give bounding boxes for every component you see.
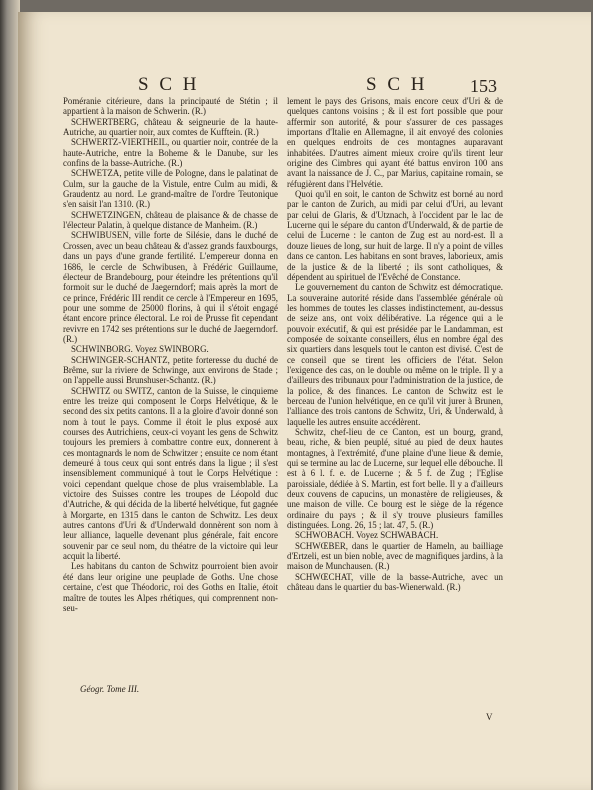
entry-paragraph: SCHWITZ ou SWITZ, canton de la Suisse, le cinquieme entre les treize qui composent le Corps Helvétique, & le second des six petits cantons. Il a la gloire d'avoir donné son nom à tout le pays. Comme il étoit le plus exposé aux courses des Autrichiens, ceux-ci voyant les gens de Schwitz toujours les premiers à combattre contre eux, donnerent à ces montagnards le nom de Schwitzer ; ensuite ce nom étant demeuré à tous ceux qui sont entrés dans la ligue ; il s'est insensiblement communiqué à tout le Corps Helvétique : voici cependant quelque chose de plus vraisemblable. La victoire des Suisses contre les troupes de Léopold duc d'Autriche, & qui décida de la liberté helvétique, fut gagnée à Morgarte, en 1315 dans le canton de Schwitz. Les deux autres cantons d'Uri & d'Underwald donnèrent son nom à leur alliance, laquelle devenant plus générale, fait encore souvenir par ce seul nom, du théatre de la victoire qui leur acquit la liberté. — [63, 385, 278, 562]
header-right: S C H — [366, 74, 428, 95]
page-number: 153 — [470, 76, 497, 96]
header-left: S C H — [138, 74, 200, 95]
entry-paragraph: SCHWERTBERG, château & seigneurie de la haute-Autriche, au quartier noir, aux comtes de Kufftein. (R.) — [63, 116, 278, 138]
right-column — [287, 96, 503, 593]
book-spine-shadow — [0, 0, 20, 790]
entry-paragraph: SCHWERTZ-VIERTHEIL, ou quartier noir, contrée de la haute-Autriche, entre la Boheme & le Danube, sur les confins de la basse-Autriche. (R.) — [63, 137, 278, 169]
entry-paragraph: SCHWINGER-SCHANTZ, petite forteresse du duché de Brême, sur la riviere de Schwinge, aux environs de Stade ; on l'appelle aussi Brunshuser-Schantz. (R.) — [63, 354, 278, 386]
entry-paragraph: SCHWŒBER, dans le quartier de Hameln, au bailliage d'Ertzeli, est un bien noble, avec de magnifiques jardins, à la maison de Munchausen. (R.) — [287, 540, 503, 572]
entry-paragraph: SCHWINBORG. Voyez SWINBORG. — [71, 344, 209, 355]
catchword: V — [486, 712, 493, 722]
entry-paragraph: Quoi qu'il en soit, le canton de Schwitz est borné au nord par le canton de Zurich, au midi par celui d'Uri, au levant par celui de Glaris, & d'Utznach, à l'occident par le lac de Lucerne qui le sépare du canton d'Underwald, & de partie de celui de Lucerne : le canton de Zug est au nord-est. Il a douze lieues de long, sur huit de large. Il n'y a point de villes dans ce canton. Les habitans en sont braves, laborieux, amis de la justice & de la liberté ; ils sont catholiques, & dépendent au spirituel de l'Evêché de Constance. — [287, 189, 503, 282]
entry-paragraph: SCHWŒCHAT, ville de la basse-Autriche, avec un château dans le quartier du bas-Wienerwald. (R.) — [287, 571, 503, 593]
entry-paragraph: lement le pays des Grisons, mais encore ceux d'Uri & de quelques cantons voisins ; & il est fort possible que pour affermir son autorité, & pour s'assurer de ces passages importans d'Italie en Allemagne, il ait envoyé des colonies en quelques endroits de ces montagnes auparavant inhabitées. D'autres aiment mieux croire qu'ils tirent leur origine des Cimbres qui ayant été battus environ 100 ans avant la naissance de J. C., par Marius, capitaine romain, se réfugièrent dans l'Helvétie. — [287, 96, 503, 189]
running-header — [118, 74, 548, 96]
entry-paragraph: SCHWETZA, petite ville de Pologne, dans le palatinat de Culm, sur la gauche de la Vistule, entre Culm au midi, & Graudentz au nord. Le grand-maître de l'ordre Teutonique s'en saisit l'an 1310. (R.) — [63, 168, 278, 210]
entry-paragraph: Les habitans du canton de Schwitz pourroient bien avoir été dans leur origine une peuplade de Goths. Une chose certaine, c'est que Théodoric, roi des Goths en Italie, étoit maître de toutes les Alpes rhétiques, qui comprennent non-seu- — [63, 561, 278, 613]
entry-paragraph: Schwitz, chef-lieu de ce Canton, est un bourg, grand, beau, riche, & bien peuplé, situé au pied de deux hautes montagnes, à l'extrémité, d'une plaine d'une lieue & demie, qui se termine au lac de Lucerne, sur lequel elle débouche. Il est à 6 l. f. e. de Lucerne ; & 5 f. de Zug ; l'Eglise paroissiale, dédiée à S. Martin, est fort belle. Il y a d'ailleurs deux couvens de capucins, un monastère de religieuses, & une maison de ville. Ce bourg est le siège de la régence ordinaire du pays ; & il s'y trouve plusieurs familles distinguées. Long. 26, 15 ; lat. 47, 5. (R.) — [287, 427, 503, 531]
entry-paragraph: Poméranie citérieure, dans la principauté de Stétin ; il appartient à la maison de Schwerin. (R.) — [63, 96, 278, 117]
entry-paragraph: SCHWETZINGEN, château de plaisance & de chasse de l'électeur Palatin, à quelque distance de Manheim. (R.) — [63, 209, 278, 231]
signature-mark: Géogr. Tome III. — [80, 684, 140, 694]
entry-paragraph: SCHWIBUSEN, ville forte de Silésie, dans le duché de Crossen, avec un beau château & d'assez grands fauxbourgs, dans un pays d'une grande fertilité. L'empereur donna en 1686, le cercle de Schwibusen, à Frédéric Guillaume, électeur de Brandebourg, pour éteindre les prétentions qu'il formoit sur le duché de Jaegerndorf; mais après la mort de ce prince, Frédéric III rendit ce cercle à l'Empereur en 1695, pour une somme de 25000 florins, à qui il s'étoit engagé étant encore prince électoral. Le roi de Prusse fit cependant revivre en 1742 ses prétentions sur le duché de Jaegerndorf. (R.) — [63, 230, 278, 344]
left-column — [63, 96, 278, 613]
entry-paragraph: SCHWOBACH. Voyez SCHWABACH. — [295, 530, 439, 541]
entry-paragraph: Le gouvernement du canton de Schwitz est démocratique. La souveraine autorité réside dans l'assemblée générale où les hommes de toutes les classes indistinctement, au-dessus de seize ans, ont voix délibérative. La régence qui a le pouvoir exécutif, & qui est présidée par le Landamman, est composée de soixante conseillers, élus en nombre égal des six quartiers dans lesquels tout le canton est divisé. C'est de ce conseil que se tirent les officiers de l'état. Selon l'exigence des cas, on le double ou même on le triple. Il y a d'ailleurs des tribunaux pour l'administration de la justice, de la police, & des finances. Le canton de Schwitz est le berceau de l'union helvétique, en ce qu'il vit jurer à Brunen, l'alliance des trois cantons de Schwitz, Uri, & Underwald, à laquelle les autres ensuite accédèrent. — [287, 282, 503, 427]
